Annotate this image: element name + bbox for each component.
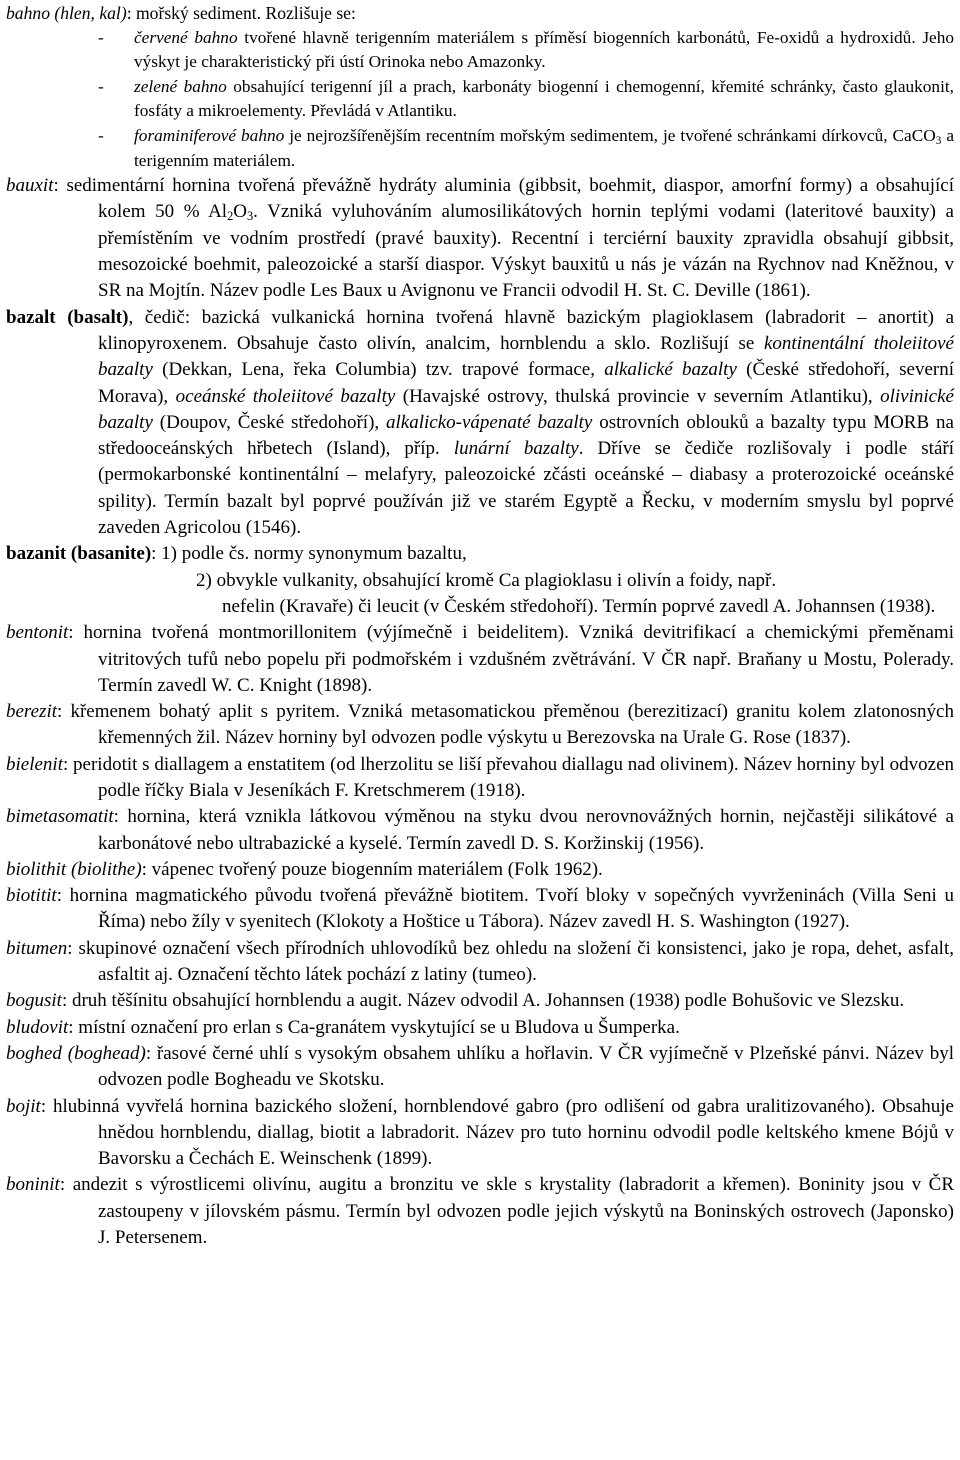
subscript: 3 xyxy=(247,209,254,224)
subitem-text: a terigenním materiálem. xyxy=(134,125,954,170)
subtype-term: lunární bazalty xyxy=(453,438,579,460)
entry-text: : hlubinná vyvřelá hornina bazického složení, hornblendové gabro (pro odlišení od gabra uralitizovaného). Obsahuje hnědou hornblendu, diallag, biotit a labradorit. Název pro tuto horninu odvodil podle keltského kmene Bójů v Bavorsku a Čechách E. Weinschenk (1899). xyxy=(40,1095,954,1170)
subtype-term: alkalické bazalty xyxy=(604,359,737,381)
entry-term: biolithit xyxy=(6,858,67,880)
subitem-cervene-bahno xyxy=(6,26,954,75)
entry-bazanit xyxy=(6,541,954,567)
entry-text: : místní označení pro erlan s Ca-granátem vyskytující se u Bludova u Šumperka. xyxy=(68,1016,680,1038)
entry-term: bazanit (basanite) xyxy=(6,543,152,565)
entry-term: bojit xyxy=(6,1095,41,1117)
subitem-term: foraminiferové bahno xyxy=(134,125,285,145)
entry-text: ostrovních oblouků a bazalty typu MORB na středooceánských hřbetech (Island), příp. xyxy=(98,411,954,460)
entry-term: bazalt (basalt) xyxy=(6,306,129,328)
entry-bentonit xyxy=(6,620,954,699)
entry-text: : vápenec tvořený pouze biogenním materiálem (Folk 1962). xyxy=(141,858,603,880)
entry-berezit xyxy=(6,699,954,752)
entry-biotitit xyxy=(6,883,954,936)
entry-biolithit xyxy=(6,857,954,883)
entry-text: : 1) podle čs. normy synonymum bazaltu, xyxy=(151,543,467,565)
entry-bazalt xyxy=(6,305,954,542)
subitem-text: obsahující terigenní jíl a prach, karbonáty biogenní i chemogenní, křemité schránky, často glaukonit, fosfáty a mikroelementy. Převládá v Atlantiku. xyxy=(134,76,954,121)
entry-text: (Havajské ostrovy, thulská provincie v severním Atlantiku), xyxy=(395,385,881,407)
entry-term: bitumen xyxy=(6,937,68,959)
entry-term: bogusit xyxy=(6,990,62,1012)
subscript: 2 xyxy=(227,209,234,224)
entry-boghed xyxy=(6,1041,954,1094)
entry-term-alias: (boghead) xyxy=(61,1042,146,1064)
entry-text: : hornina, která vznikla látkovou výměnou na styku dvou nerovnovážných hornin, nejčastěji silikátové a karbonátové nebo ultrabazické a kyselé. Termín zavedl D. S. Koržinskij (1956). xyxy=(98,806,954,854)
subitem-text: je nejrozšířenějším recentním mořským sedimentem, je tvořené schránkami dírkovců, CaCO xyxy=(284,125,936,145)
entry-text: (Dekkan, Lena, řeka Columbia) tzv. trapové formace, xyxy=(152,359,605,381)
list-dash: - xyxy=(98,27,104,47)
entry-bahno xyxy=(6,1,954,26)
subitem-zelene-bahno xyxy=(6,75,954,124)
entry-term-alias: (biolithe) xyxy=(66,858,142,880)
entry-bludovit xyxy=(6,1015,954,1041)
numbered-item-first-line: 2) obvykle vulkanity, obsahující kromě Ca plagioklasu i olivín a foidy, např. xyxy=(196,569,777,591)
entry-term: boghed xyxy=(6,1042,62,1064)
list-dash: - xyxy=(98,76,104,96)
subitem-foraminiferove-bahno xyxy=(6,124,954,173)
entry-term: bahno xyxy=(6,3,50,23)
subitem-text: tvořené hlavně terigenním materiálem s příměsí biogenních karbonátů, Fe-oxidů a hydroxidů. Jeho výskyt je charakteristický při ústí Orinoka nebo Amazonky. xyxy=(134,27,954,72)
entry-text: (České středohoří, severní Morava), xyxy=(98,359,954,407)
entry-bielenit xyxy=(6,752,954,805)
entry-term: bielenit xyxy=(6,753,63,775)
entry-term: bimetasomatit xyxy=(6,806,114,828)
subtype-term: kontinentální tholeiitové bazalty xyxy=(98,332,954,381)
entry-text: : hornina tvořená montmorillonitem (výjímečně i beidelitem). Vzniká devitrifikací a chemickými přeměnami vitritových tufů nebo popelu při podmořském i vzdušném zvětrávání. V ČR např. Braňany u Mostu, Polerady. Termín zavedl W. C. Knight (1898). xyxy=(68,622,954,696)
entry-term: berezit xyxy=(6,701,58,723)
subtype-term: oceánské tholeiitové bazalty xyxy=(175,385,396,407)
entry-bojit xyxy=(6,1094,954,1173)
entry-text: : andezit s výrostlicemi olivínu, augitu a bronzitu ve skle s krystality (labradorit a křemen). Boninity jsou v ČR zastoupeny v jílovském pásmu. Termín byl odvozen podle jejich výskytů na Boninských ostrovech (Japonsko) J. Petersenem. xyxy=(59,1174,954,1249)
bazanit-item-2 xyxy=(196,568,954,621)
entry-text: , čedič: bazická vulkanická hornina tvořená hlavně bazickým plagioklasem (labradorit – anortit) a klinopyroxenem. Obsahuje často olivín, analcim, hornblendu a sklo. Rozlišují se xyxy=(98,306,955,354)
subscript: 3 xyxy=(935,134,942,147)
list-dash: - xyxy=(98,125,104,145)
entry-text: O xyxy=(233,201,247,223)
entry-term: biotitit xyxy=(6,885,57,907)
entry-text: : mořský sediment. Rozlišuje se: xyxy=(126,3,356,23)
entry-term: bauxit xyxy=(6,175,54,197)
entry-bauxit xyxy=(6,173,954,304)
entry-bimetasomatit xyxy=(6,804,954,857)
subitem-term: červené bahno xyxy=(134,27,238,47)
entry-text: : křemenem bohatý aplit s pyritem. Vzniká metasomatickou přeměnou (berezitizací) granitu kolem zlatonosných křemenných žil. Název horniny byl odvozen podle výskytu u Berezovska na Urale G. Rose (1837). xyxy=(57,701,954,749)
entry-bitumen xyxy=(6,936,954,989)
entry-term-alias: (hlen, kal) xyxy=(49,3,127,23)
entry-boninit xyxy=(6,1172,954,1251)
numbered-item-continuation: nefelin (Kravaře) či leucit (v Českém středohoří). Termín poprvé zavedl A. Johannsen (1938). xyxy=(222,595,936,617)
subtype-term: olivinické bazalty xyxy=(98,385,954,433)
entry-text: : druh těšínitu obsahující hornblendu a augit. Název odvodil A. Johannsen (1938) podle Bohušovic ve Slezsku. xyxy=(61,990,905,1012)
subtype-term: alkalicko-vápenaté bazalty xyxy=(386,411,593,433)
entry-bogusit xyxy=(6,988,954,1014)
entry-term: bentonit xyxy=(6,622,69,644)
entry-text: : sedimentární hornina tvořená převážně hydráty aluminia (gibbsit, boehmit, diaspor, amorfní formy) a obsahující kolem 50 % Al xyxy=(53,175,954,223)
entry-text: : hornina magmatického původu tvořená převážně biotitem. Tvoří bloky v sopečných vyvrženinách (Villa Seni u Říma) nebo žíly v syenitech (Klokoty a Hoštice u Tábora). Název zavedl H. S. Washington (1927). xyxy=(56,885,954,933)
entry-text: : skupinové označení všech přírodních uhlovodíků bez ohledu na složení či konsistenci, jako je ropa, dehet, asfalt, asfaltit aj. Označení těchto látek pochází z latiny (tumeo). xyxy=(67,937,954,986)
entry-text: (Doupov, České středohoří), xyxy=(152,411,387,433)
entry-term: bludovit xyxy=(6,1016,69,1038)
entry-text: . Dříve se čediče rozlišovaly i podle stáří (permokarbonské kontinentální – melafyry, paleozoické zčásti oceánské – diabasy a proterozoické oceánské spility). Termín bazalt byl poprvé používán již ve starém Egyptě a Řecku, v moderním smyslu byl poprvé zaveden Agricolou (1546). xyxy=(98,438,954,539)
entry-text: . Vzniká vyluhováním alumosilikátových hornin teplými vodami (lateritové bauxity) a přemístěním ve vodním prostředí (pravé bauxity). Recentní i terciérní bauxity zpravidla obsahují gibbsit, mesozoické boehmit, paleozoické a starší diaspor. Výskyt bauxitů u nás je vázán na Rychnov nad Kněžnou, v SR na Mojtín. Název podle Les Baux u Avignonu ve Francii odvodil H. St. C. Deville (1861). xyxy=(98,201,954,302)
entry-text: : peridotit s diallagem a enstatitem (od lherzolitu se liší převahou diallagu nad olivinem). Název horniny byl odvozen podle říčky Biala v Jeseníkách F. Kretschmerem (1918). xyxy=(62,753,954,801)
entry-term: boninit xyxy=(6,1174,60,1196)
entry-text: : řasové černé uhlí s vysokým obsahem uhlíku a hořlavin. V ČR vyjímečně v Plzeňské pánvi. Název byl odvozen podle Bogheadu ve Skotsku. xyxy=(98,1042,954,1091)
subitem-term: zelené bahno xyxy=(134,76,227,96)
